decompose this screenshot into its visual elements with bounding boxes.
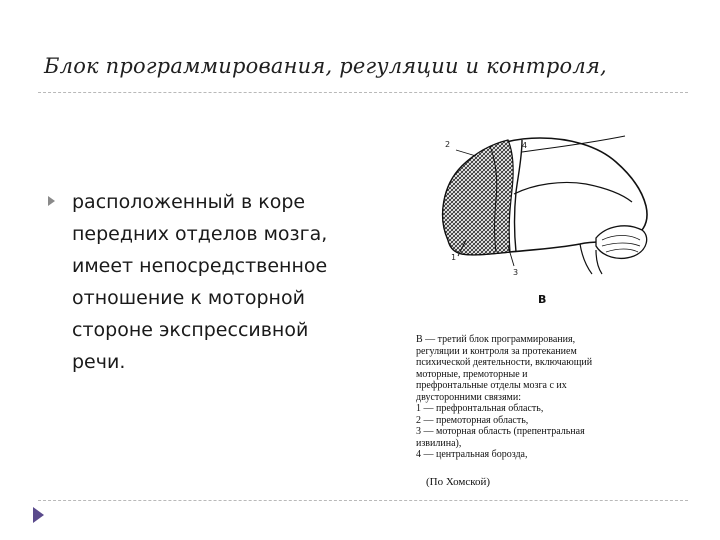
bullet-line: расположенный в коре [72,191,306,213]
figure-label-2: 2 [445,140,451,149]
caption-line: регуляции и контроля за протеканием [416,345,577,357]
title-divider [38,92,688,93]
figure-credit: (По Хомской) [426,476,491,488]
caption-line: моторные, премоторные и [416,368,528,380]
bullet-line: отношение к моторной [72,287,305,309]
caption-line: двусторонними связями: [416,391,522,403]
figure-letter: В [538,293,547,306]
footer-divider [38,500,688,501]
caption-line: В — третий блок программирования, [416,334,576,345]
brain-illustration [410,128,670,298]
slide-title: Блок программирования, регуляции и контроля, [44,54,607,78]
figure-caption [416,334,686,461]
caption-line: 2 — премоторная область, [416,414,529,426]
nav-triangle-icon[interactable] [33,507,44,523]
figure-label-3: 3 [513,268,519,277]
caption-line: 4 — центральная борозда, [416,449,528,460]
bullet-line: стороне экспрессивной [72,319,309,341]
bullet-line: речи. [72,351,126,373]
caption-line: 3 — моторная область (препентральная [416,426,585,437]
caption-line: префронтальные отделы мозга с их [416,380,567,391]
bullet-triangle-icon [48,196,55,206]
figure-label-1: 1 [451,253,457,262]
frontal-area [443,140,513,255]
bullet-line: имеет непосредственное [72,255,328,277]
bullet-text [72,186,372,378]
caption-line: извилина), [416,437,462,449]
brain-diagram [410,128,670,302]
bullet-line: передних отделов мозга, [72,223,328,245]
caption-line: психической деятельности, включающий [416,357,593,368]
cerebellum [596,226,647,259]
caption-line: 1 — префронтальная область, [416,403,544,414]
figure-label-4: 4 [522,141,528,150]
